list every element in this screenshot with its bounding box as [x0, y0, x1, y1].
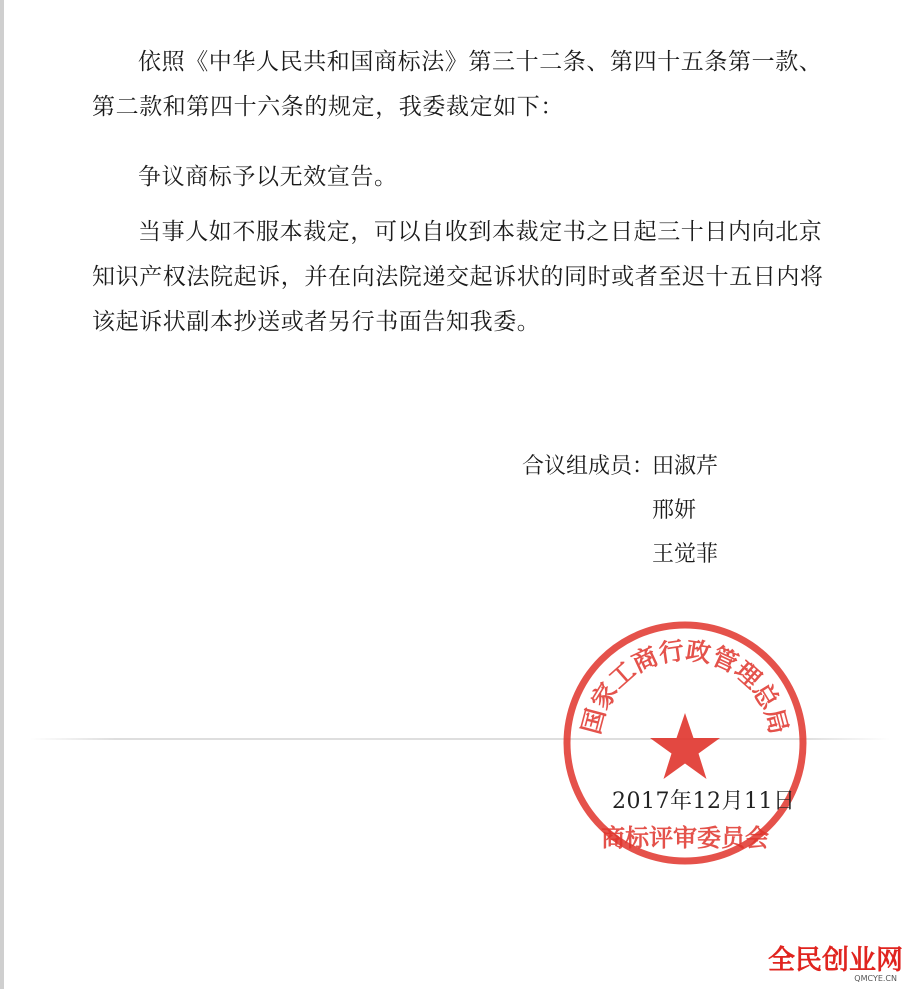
- panel-label: 合议组成员：: [522, 454, 655, 479]
- appeal-notice-paragraph: [92, 210, 832, 345]
- panel-names: [652, 445, 718, 577]
- ruling-basis-text: 依照《中华人民共和国商标法》第三十二条、第四十五条第一款、第二款和第四十六条的规定，我委裁定如下：: [92, 49, 823, 120]
- ruling-date: 2017年12月11日: [612, 789, 796, 814]
- panel-member-2: 邢妍: [652, 498, 697, 523]
- ruling-result-text: 争议商标予以无效宣告。: [138, 164, 398, 190]
- seal-top-text: 国家工商行政管理总局: [576, 635, 794, 737]
- site-watermark: [768, 938, 903, 983]
- panel-member-3: 王觉菲: [652, 542, 719, 567]
- ruling-result-paragraph: [92, 155, 832, 200]
- watermark-text: 全民创业网: [768, 945, 903, 976]
- official-seal: [560, 618, 810, 868]
- seal-star-icon: [650, 713, 720, 779]
- panel-member-1: 田淑芹: [652, 454, 719, 479]
- ruling-basis-paragraph: [92, 40, 832, 130]
- page-edge: [0, 0, 4, 989]
- appeal-notice-text: 当事人如不服本裁定，可以自收到本裁定书之日起三十日内向北京知识产权法院起诉，并在向法院递交起诉状的同时或者至迟十五日内将该起诉状副本抄送或者另行书面告知我委。: [92, 219, 824, 335]
- watermark-sub: QMCYE.CN: [854, 974, 897, 983]
- seal-bottom-text: 商标评审委员会: [601, 823, 769, 852]
